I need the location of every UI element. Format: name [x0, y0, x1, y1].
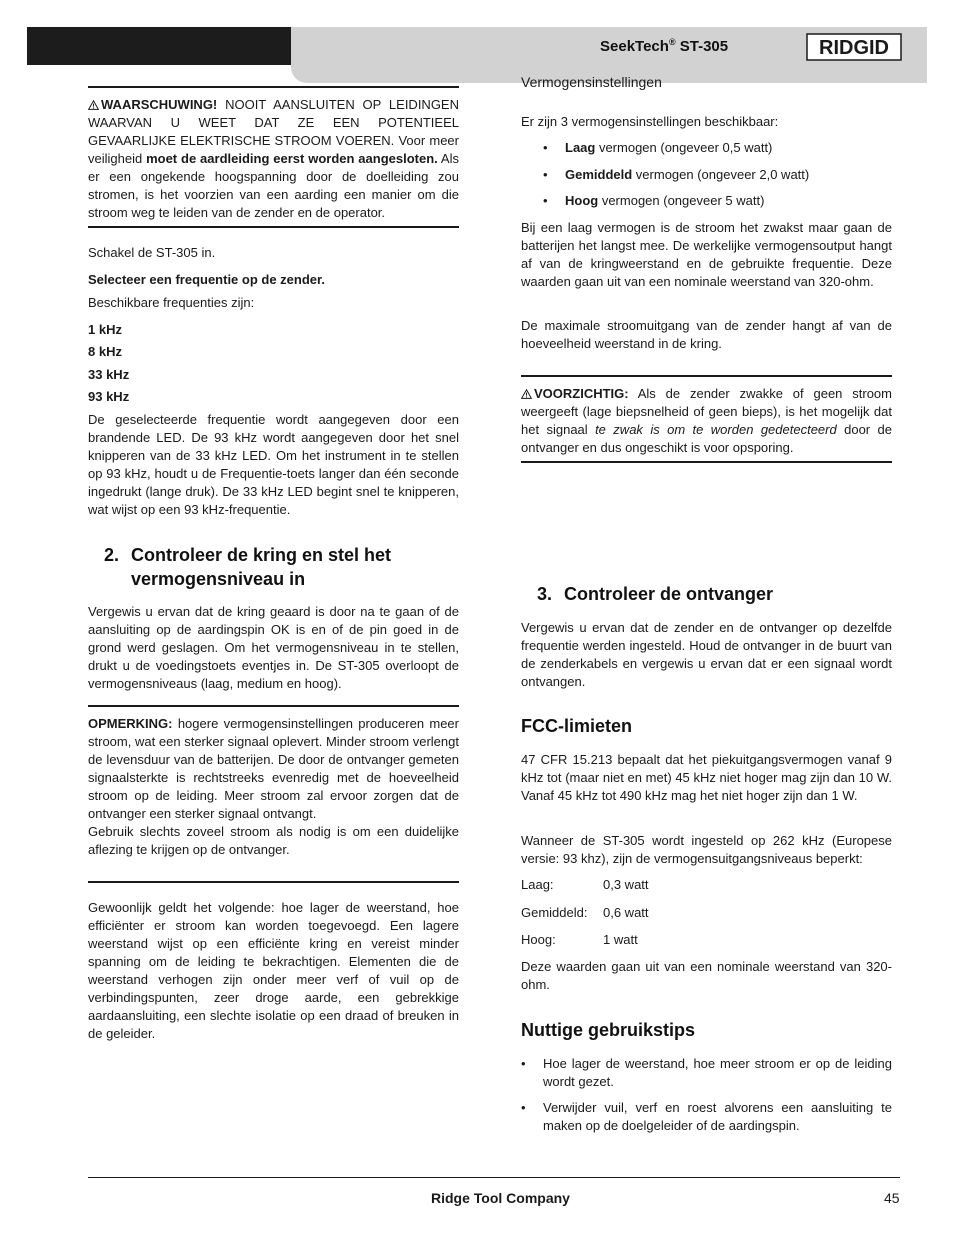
bullet: • [543, 167, 548, 182]
low-power-text: Bij een laag vermogen is de stroom het zwakst maar gaan de batterijen het langst mee. De werkelijke vermogensoutput hangt af van de kringweerstand en de gebruikte frequentie. Deze waarden gaan uit van een nominale weerstand van 320-ohm. [521, 220, 892, 289]
caution-text-2: door de ontvanger en dus ongeschikt is voor opsporing. [521, 422, 892, 455]
check-receiver-text: Vergewis u ervan dat de zender en de ontvanger op dezelfde frequentie werden ingesteld. Houd de ontvanger in de buurt van de zenderkabels en vergewis u ervan dat er een signaal wordt ontvangen. [521, 620, 892, 689]
footer-company: Ridge Tool Company [431, 1190, 570, 1206]
note-rule-top [88, 705, 459, 707]
header-reg-mark: ® [668, 37, 676, 47]
caution-triangle-icon [521, 389, 532, 399]
fcc-text-3: Deze waarden gaan uit van een nominale weerstand van 320-ohm. [521, 959, 892, 992]
caution-label: VOORZICHTIG: [534, 386, 629, 401]
page-number: 45 [884, 1190, 900, 1206]
fcc-heading: FCC-limieten [521, 716, 633, 736]
section-3-number: 3. [537, 584, 553, 604]
header-product: SeekTech [600, 38, 669, 55]
caution-block [521, 385, 892, 457]
available-frequencies-text: Beschikbare frequenties zijn: [88, 295, 255, 310]
fcc-text-1: 47 CFR 15.213 bepaalt dat het piekuitgangsvermogen vanaf 9 kHz tot (maar niet en met) 45 kHz niet hoger mag zijn dan 10 W. Vanaf 45 kHz tot 490 kHz mag het niet hoger zijn dan 1 W. [521, 752, 892, 803]
tip-item [521, 1055, 892, 1091]
fcc-row-value: 1 watt [603, 932, 638, 947]
section-2-number: 2. [104, 545, 120, 565]
warning-rule-bottom [88, 226, 459, 228]
power-level-low-text: vermogen (ongeveer 0,5 watt) [595, 140, 773, 155]
note-text: hogere vermogensinstellingen produceren meer stroom, wat een sterker signaal oplevert. Minder stroom verlengt de levensduur van de batterijen. De door de ontvanger gemeten signaalsterkte is rechtstreeks evenredig met de hoeveelheid stroom op de leiding. Meer stroom zal ervoor zorgen dat de ontvanger een sterker signaal ontvangt. [88, 716, 459, 821]
warning-text-2: Als er een ongekende hoogspanning door de doelleiding zou stromen, is het voorzien van een aarding een manier om die stroom weg te leiden van de zender en de operator. [88, 151, 459, 220]
warning-block [88, 96, 459, 222]
power-level-low [521, 139, 892, 157]
tips-heading: Nuttige gebruikstips [521, 1020, 696, 1040]
ridgid-logo [806, 33, 902, 61]
fcc-row-value: 0,6 watt [603, 905, 649, 920]
caution-italic: te zwak is om te worden gedetecteerd [595, 422, 837, 437]
section-2-title-line2: vermogensniveau in [131, 569, 306, 589]
max-current-text: De maximale stroomuitgang van de zender hangt af van de hoeveelheid weerstand in de kring. [521, 318, 892, 351]
logo-text: RIDGID [819, 37, 889, 59]
power-level-medium [521, 166, 892, 184]
power-settings-intro: Er zijn 3 vermogensinstellingen beschikbaar: [521, 114, 779, 129]
power-level-medium-text: vermogen (ongeveer 2,0 watt) [632, 167, 810, 182]
power-level-medium-label: Gemiddeld [565, 167, 633, 182]
switch-on-text: Schakel de ST-305 in. [88, 245, 216, 260]
fcc-row-medium [521, 904, 649, 922]
fcc-row-value: 0,3 watt [603, 877, 649, 892]
fcc-row-low [521, 876, 649, 894]
caution-rule-bottom [521, 461, 892, 463]
check-circuit-text: Vergewis u ervan dat de kring geaard is door na te gaan of de aansluiting op de aardingspin OK is en of de pin goed in de grond werd geslagen. Om het vermogensniveau in te stellen, drukt u de voedingstoets eventjes in. De ST-305 overloopt de vermogensniveaus (laag, medium en hoog). [88, 604, 459, 691]
frequency-8khz: 8 kHz [88, 344, 122, 359]
power-level-high-label: Hoog [565, 193, 599, 208]
header-model: ST-305 [675, 38, 729, 55]
power-level-low-label: Laag [565, 140, 596, 155]
header-black-bar [27, 27, 292, 65]
tip-item [521, 1099, 892, 1135]
note-label: OPMERKING: [88, 716, 173, 731]
caution-text-1: Als de zender zwakke of geen stroom weergeeft (lage biepsnelheid of geen bieps), is het mogelijk dat het signaal [521, 386, 892, 437]
section-2-title-line1: Controleer de kring en stel het [131, 545, 392, 565]
fcc-row-label: Hoog: [521, 932, 556, 947]
bullet: • [543, 140, 548, 155]
power-settings-heading: Vermogensinstellingen [521, 74, 662, 90]
power-level-high [521, 192, 892, 210]
warning-text-1: NOOIT AANSLUITEN OP LEIDINGEN WAARVAN U WEET DAT ZE EEN POTENTIEEL GEVAARLIJKE ELEKTRISCHE STROOM VOEREN. Voor meer veiligheid [88, 97, 459, 166]
section-2-heading [104, 543, 459, 591]
header-title [600, 37, 728, 55]
select-frequency-text: Selecteer een frequentie op de zender. [88, 272, 325, 287]
frequency-33khz: 33 kHz [88, 367, 130, 382]
bullet: • [521, 1100, 526, 1115]
tip-text: Verwijder vuil, verf en roest alvorens een aansluiting te maken op de doelgeleider of de aardingspin. [543, 1100, 892, 1133]
note-text-2: Gebruik slechts zoveel stroom als nodig is om een duidelijke aflezing te krijgen op de ontvanger. [88, 824, 459, 857]
warning-bold: moet de aardleiding eerst worden aangesloten. [146, 151, 438, 166]
warning-label: WAARSCHUWING! [101, 97, 218, 112]
frequency-description: De geselecteerde frequentie wordt aangegeven door een brandende LED. De 93 kHz wordt aangegeven door het snel knipperen van de 33 kHz LED. Om het instrument in te stellen op 93 kHz, houdt u de Frequentie-toets langer dan één seconde ingedrukt (lange druk). De 33 kHz LED begint snel te knipperen, wat wijst op een 93 kHz-frequentie. [88, 412, 459, 517]
warning-rule-top [88, 86, 459, 88]
note-rule-bottom [88, 881, 459, 883]
general-resistance-text: Gewoonlijk geldt het volgende: hoe lager de weerstand, hoe efficiënter er stroom kan worden toegevoegd. Een lagere weerstand wijst op een efficiënte kring en vereist minder spanning om de leiding te bekrachtigen. Elementen die de weerstand verhogen zijn onder meer verf of vuil op de verbindingspunten, zeer droge aarde, een gebrekkige aardaansluiting, een slechte isolatie op een draad of breuken in de geleider. [88, 900, 459, 1041]
fcc-row-label: Gemiddeld: [521, 905, 588, 920]
fcc-text-2: Wanneer de ST-305 wordt ingesteld op 262 kHz (Europese versie: 93 khz), zijn de vermogensuitgangsniveaus beperkt: [521, 833, 892, 866]
power-level-high-text: vermogen (ongeveer 5 watt) [598, 193, 765, 208]
tip-text: Hoe lager de weerstand, hoe meer stroom er op de leiding wordt gezet. [543, 1056, 892, 1089]
fcc-row-label: Laag: [521, 877, 554, 892]
warning-triangle-icon [88, 100, 99, 110]
frequency-93khz: 93 kHz [88, 389, 130, 404]
bullet: • [543, 193, 548, 208]
footer-rule [88, 1177, 900, 1178]
frequency-1khz: 1 kHz [88, 322, 122, 337]
section-3-heading [537, 582, 892, 606]
fcc-row-high [521, 931, 638, 949]
note-block [88, 715, 459, 859]
section-3-title: Controleer de ontvanger [564, 584, 774, 604]
bullet: • [521, 1056, 526, 1071]
caution-rule-top [521, 375, 892, 377]
